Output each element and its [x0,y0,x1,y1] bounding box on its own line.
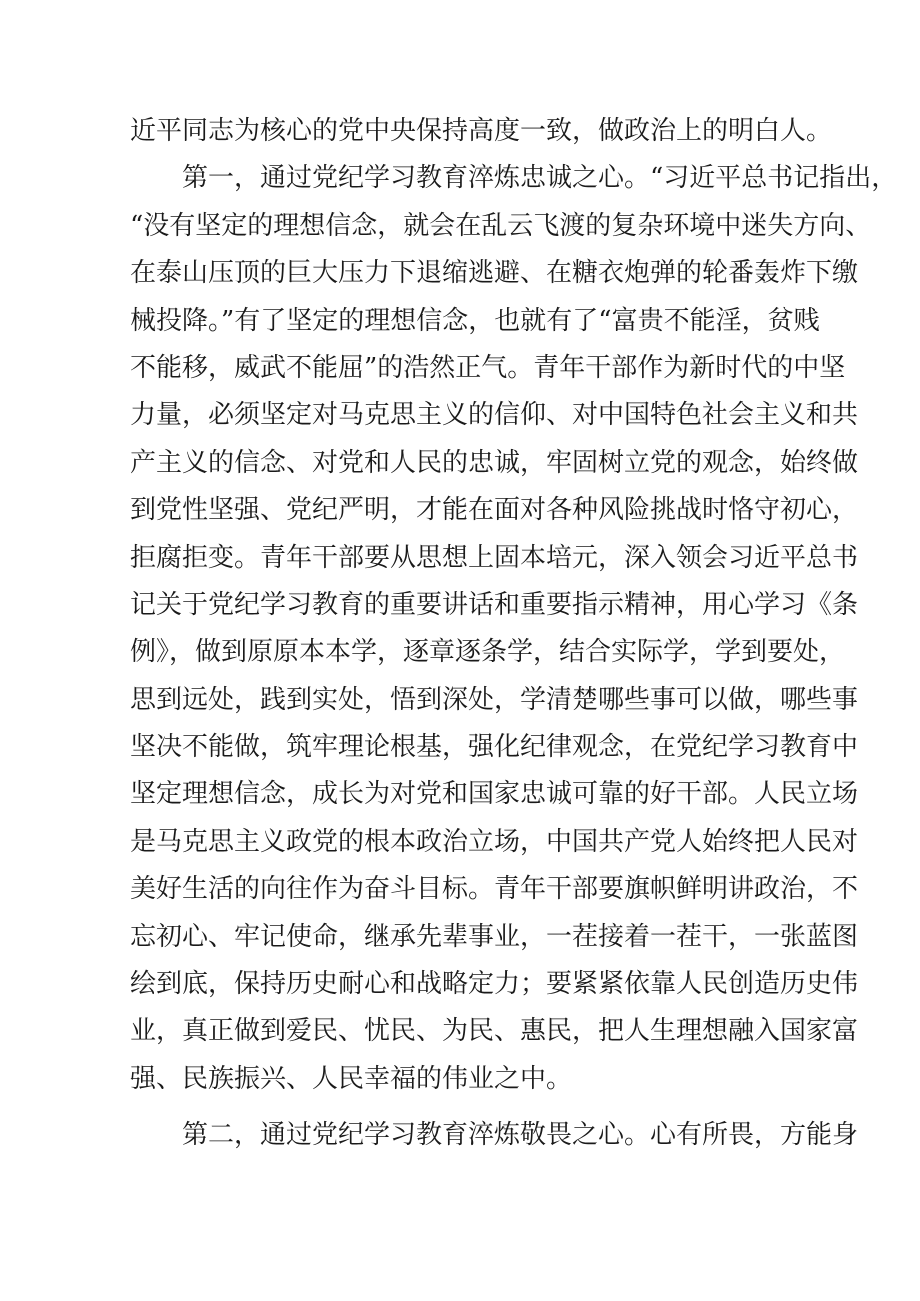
text-line: 到党性坚强、党纪严明，才能在面对各种风险挑战时恪守初心， [130,495,859,526]
text-line: 产主义的信念、对党和人民的忠诚，牢固树立党的观念，始终做 [130,447,859,478]
text-line: 美好生活的向往作为奋斗目标。青年干部要旗帜鲜明讲政治，不 [130,874,859,905]
text-line: 业，真正做到爱民、忧民、为民、惠民，把人生理想融入国家富 [130,1016,859,1047]
text-line: 力量，必须坚定对马克思主义的信仰、对中国特色社会主义和共 [130,400,859,431]
text-line: 忘初心、牢记使命，继承先辈事业，一茬接着一茬干，一张蓝图 [130,921,859,952]
text-line: 例》，做到原原本本学，逐章逐条学，结合实际学，学到要处， [130,637,846,668]
paragraph-second-reverence [130,1112,859,1159]
text-line: 近平同志为核心的党中央保持高度一致，做政治上的明白人。 [130,116,833,146]
text-line: 坚定理想信念，成长为对党和国家忠诚可靠的好干部。人民立场 [130,779,859,810]
paragraph-first-loyalty [130,155,898,1103]
text-line: 第二，通过党纪学习教育淬炼敬畏之心。心有所畏，方能身 [130,1120,859,1151]
text-line: 是马克思主义政党的根本政治立场，中国共产党人始终把人民对 [130,826,859,857]
paragraph-spacer [130,1103,790,1112]
paragraph-continuation [130,108,833,155]
document-body [130,108,898,1160]
text-line: 械投降。”有了坚定的理想信念，也就有了“富贵不能淫，贫贱 [130,305,820,336]
text-line: “没有坚定的理想信念，就会在乱云飞渡的复杂环境中迷失方向、 [130,210,872,241]
text-line: 记关于党纪学习教育的重要讲话和重要指示精神，用心学习《条 [130,589,859,620]
text-line: 不能移，威武不能屈”的浩然正气。青年干部作为新时代的中坚 [130,352,846,383]
text-line: 思到远处，践到实处，悟到深处，学清楚哪些事可以做，哪些事 [130,684,859,715]
text-line: 第一，通过党纪学习教育淬炼忠诚之心。“习近平总书记指出， [130,163,898,194]
text-line: 拒腐拒变。青年干部要从思想上固本培元，深入领会习近平总书 [130,542,859,573]
text-line: 在泰山压顶的巨大压力下退缩逃避、在糖衣炮弹的轮番轰炸下缴 [130,258,859,289]
text-line: 绘到底，保持历史耐心和战略定力；要紧紧依靠人民创造历史伟 [130,969,859,1000]
text-line: 强、民族振兴、人民幸福的伟业之中。 [130,1063,573,1094]
text-line: 坚决不能做，筑牢理论根基，强化纪律观念，在党纪学习教育中 [130,732,859,763]
